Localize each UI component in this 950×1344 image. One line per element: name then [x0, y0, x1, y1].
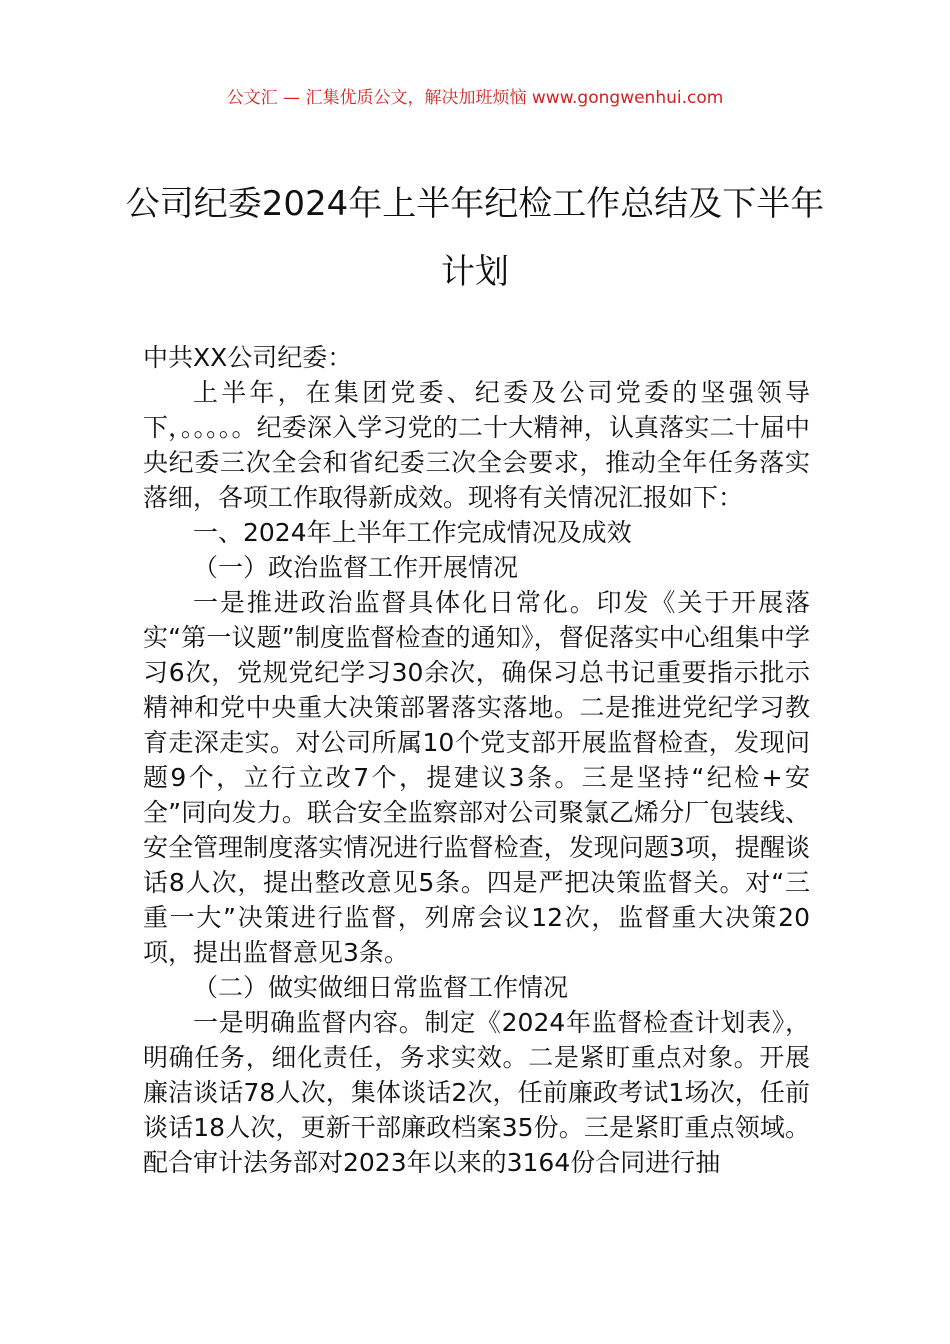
header-banner[interactable]: 公文汇 — 汇集优质公文，解决加班烦恼 www.gongwenhui.com — [226, 88, 724, 108]
subsection-2-paragraph: 一是明确监督内容。制定《2024年监督检查计划表》，明确任务，细化责任，务求实效。二是紧盯重点对象。开展廉洁谈话78人次，集体谈话2次，任前廉政考试1场次，任前谈话18人次，更新干部廉政档案35份。三是紧盯重点领域。配合审计法务部对2023年以来的3164份合同进行抽 — [143, 1008, 810, 1177]
document-title: 公司纪委2024年上半年纪检工作总结及下半年计划 — [125, 184, 825, 292]
subsection-2-heading: （二）做实做细日常监督工作情况 — [193, 973, 569, 1002]
subsection-1-heading: （一）政治监督工作开展情况 — [193, 553, 519, 582]
section-1-heading: 一、2024年上半年工作完成情况及成效 — [193, 518, 632, 547]
salutation: 中共XX公司纪委： — [143, 343, 353, 372]
intro-paragraph: 上半年，在集团党委、纪委及公司党委的坚强领导下，。。。。。纪委深入学习党的二十大精神，认真落实二十届中央纪委三次全会和省纪委三次全会要求，推动全年任务落实落细，各项工作取得新成效。现将有关情况汇报如下： — [143, 378, 810, 512]
subsection-1-paragraph: 一是推进政治监督具体化日常化。印发《关于开展落实“第一议题”制度监督检查的通知》，督促落实中心组集中学习6次，党规党纪学习30余次，确保习总书记重要指示批示精神和党中央重大决策部署落实落地。二是推进党纪学习教育走深走实。对公司所属10个党支部开展监督检查，发现问题9个，立行立改7个，提建议3条。三是坚持“纪检+安全”同向发力。联合安全监察部对公司聚氯乙烯分厂包装线、安全管理制度落实情况进行监督检查，发现问题3项，提醒谈话8人次，提出整改意见5条。四是严把决策监督关。对“三重一大”决策进行监督，列席会议12次，监督重大决策20项，提出监督意见3条。 — [143, 588, 810, 967]
document-body — [143, 340, 810, 1180]
